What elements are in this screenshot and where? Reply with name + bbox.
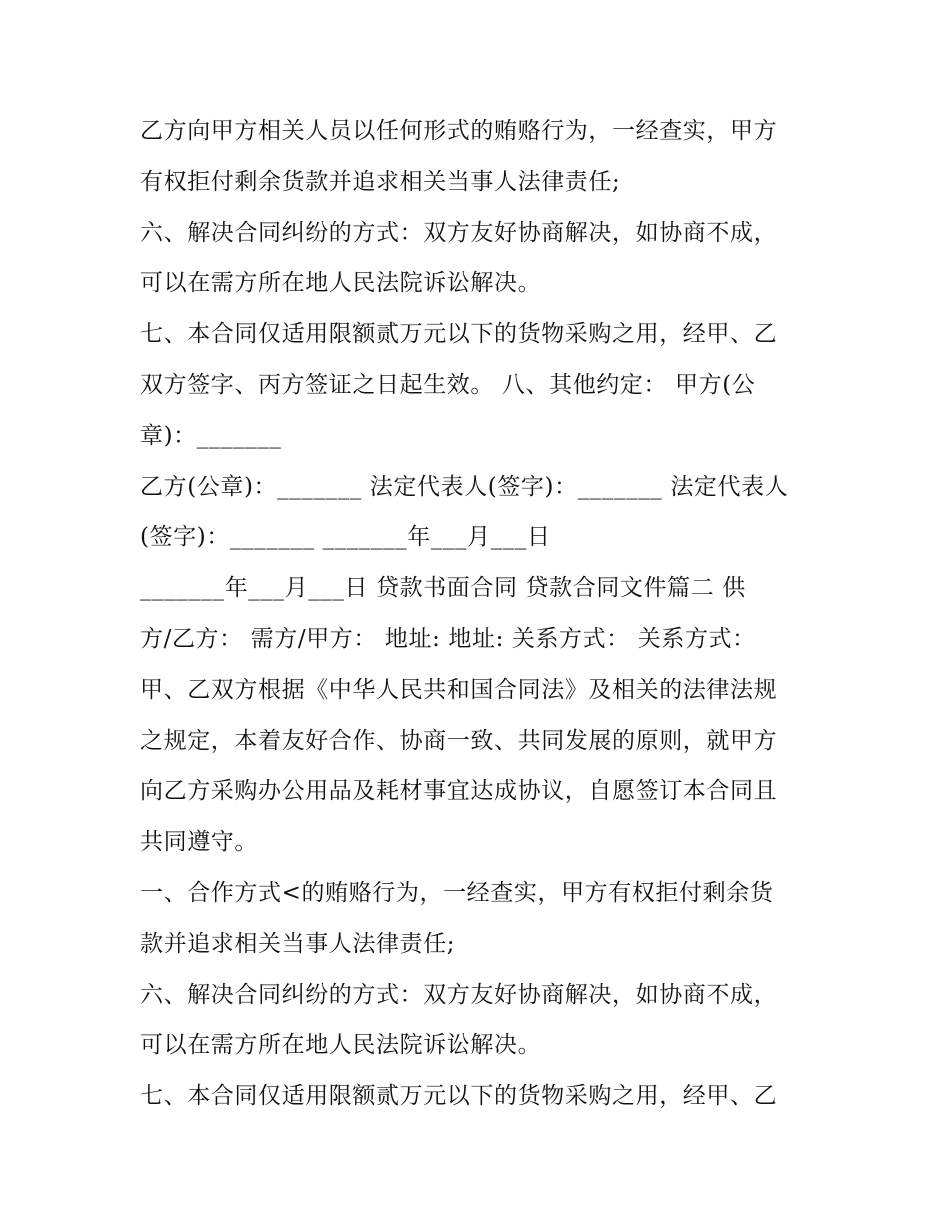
text-line-11: 方/乙方： 需方/甲方： 地址: 地址: 关系方式： 关系方式： <box>140 625 756 652</box>
text-line-8: 乙方(公章)：_______ 法定代表人(签字)：_______ 法定代表人 <box>140 473 789 500</box>
text-line-9: (签字)：_______ _______年___月___日 <box>140 524 551 551</box>
text-line-7: 章)：_______ <box>140 422 282 449</box>
text-line-13: 之规定，本着友好合作、协商一致、共同发展的原则，就甲方 <box>140 727 778 754</box>
text-line-5: 七、本合同仅适用限额贰万元以下的货物采购之用，经甲、乙 <box>140 321 778 348</box>
text-line-19: 可以在需方所在地人民法院诉讼解决。 <box>140 1032 542 1059</box>
text-line-17: 款并追求相关当事人法律责任; <box>140 930 456 957</box>
text-line-3: 六、解决合同纠纷的方式：双方友好协商解决，如协商不成， <box>140 219 778 246</box>
text-line-6: 双方签字、丙方签证之日起生效。 八、其他约定： 甲方(公 <box>140 371 756 398</box>
text-line-16: 一、合作方式<的贿赂行为，一经查实，甲方有权拒付剩余货 <box>140 879 774 906</box>
document-body <box>140 106 830 1122</box>
text-line-15: 共同遵守。 <box>140 829 258 856</box>
text-line-2: 有权拒付剩余货款并追求相关当事人法律责任; <box>140 168 621 195</box>
text-line-4: 可以在需方所在地人民法院诉讼解决。 <box>140 270 542 297</box>
text-line-20: 七、本合同仅适用限额贰万元以下的货物采购之用，经甲、乙 <box>140 1083 778 1110</box>
text-line-10: _______年___月___日 贷款书面合同 贷款合同文件篇二 供 <box>140 575 746 602</box>
text-line-1: 乙方向甲方相关人员以任何形式的贿赂行为，一经查实，甲方 <box>140 118 778 144</box>
text-line-14: 向乙方采购办公用品及耗材事宜达成协议，自愿签订本合同且 <box>140 778 778 805</box>
text-line-12: 甲、乙双方根据《中华人民共和国合同法》及相关的法律法规 <box>140 676 778 703</box>
text-line-18: 六、解决合同纠纷的方式：双方友好协商解决，如协商不成， <box>140 981 778 1008</box>
